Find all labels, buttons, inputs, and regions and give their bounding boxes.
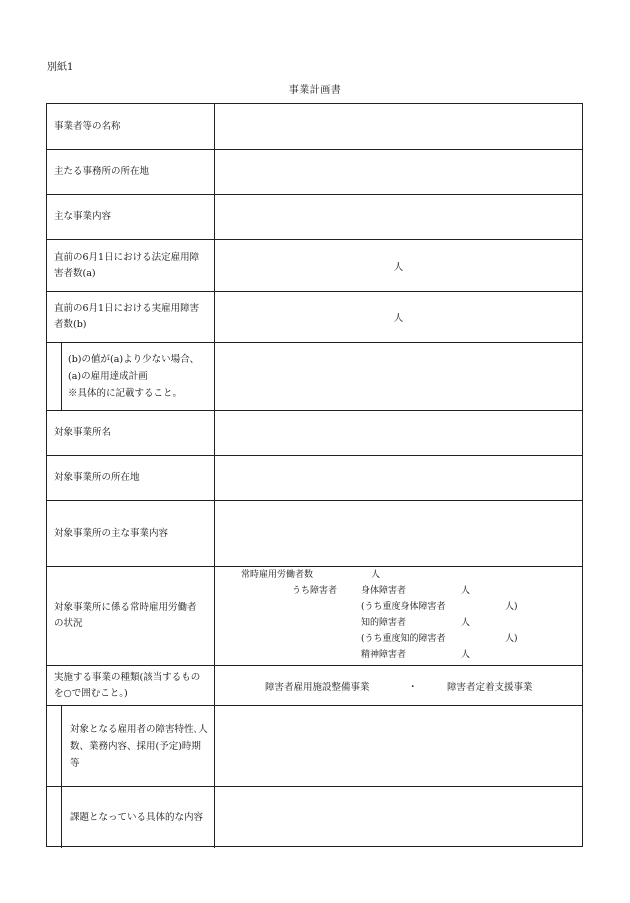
- main-business-field[interactable]: [215, 195, 582, 239]
- business-plan-form: [46, 103, 583, 847]
- row-label: 対象事業所に係る常時雇用労働者 の状況: [47, 567, 215, 665]
- disabled-of-which-label: うち障害者: [292, 586, 338, 596]
- mental-disability-label: 精神障害者: [361, 650, 407, 660]
- severe-physical-label: (うち重度身体障害者: [361, 602, 446, 612]
- project-type-field: [215, 666, 582, 705]
- row-label: 主たる事務所の所在地: [47, 150, 215, 194]
- form-row-target-office-business: [47, 500, 582, 566]
- attachment-label: 別紙1: [47, 62, 74, 73]
- target-office-name-field[interactable]: [215, 411, 582, 455]
- form-row-specific-issues: [47, 786, 582, 848]
- company-name-field[interactable]: [215, 104, 582, 149]
- specific-issues-field[interactable]: [215, 787, 582, 848]
- target-employees-field[interactable]: [215, 706, 582, 786]
- severe-intellectual-unit: 人): [505, 634, 518, 644]
- row-label: 対象事業所の所在地: [47, 456, 215, 500]
- form-row-company-name: [47, 104, 582, 149]
- row-label: 課題となっている具体的な内容: [61, 787, 215, 848]
- row-label: 対象となる雇用者の障害特性､人 数、業務内容、採用(予定)時期 等: [61, 706, 215, 786]
- form-row-employment-status: [47, 566, 582, 665]
- form-row-actual-employment: [47, 291, 582, 342]
- row-label: (b)の値が(a)より少ない場合、 (a)の雇用達成計画 ※具体的に記載すること。: [61, 343, 215, 410]
- form-row-main-business: [47, 194, 582, 239]
- project-option-separator: ・: [408, 681, 418, 693]
- form-row-legal-employment: [47, 239, 582, 291]
- physical-unit: 人: [461, 586, 471, 596]
- row-label: 対象事業所の主な事業内容: [47, 501, 215, 566]
- regular-workers-unit: 人: [371, 570, 381, 580]
- severe-intellectual-label: (うち重度知的障害者: [361, 634, 446, 644]
- physical-disability-label: 身体障害者: [361, 586, 407, 596]
- form-row-head-office: [47, 149, 582, 194]
- row-label: 主な事業内容: [47, 195, 215, 239]
- form-row-target-office-name: [47, 410, 582, 455]
- project-option-facility[interactable]: 障害者雇用施設整備事業: [265, 681, 370, 693]
- form-row-target-office-address: [47, 455, 582, 500]
- row-label: 直前の6月1日における実雇用障害 者数(b): [47, 292, 215, 342]
- form-row-target-employees: [47, 705, 582, 786]
- mental-unit: 人: [461, 650, 471, 660]
- form-row-achievement-plan: [47, 342, 582, 410]
- intellectual-unit: 人: [461, 618, 471, 628]
- employment-status-field[interactable]: [215, 567, 582, 665]
- legal-employment-field[interactable]: 人: [393, 261, 404, 273]
- document-title: 事業計画書: [288, 85, 342, 96]
- target-office-business-field[interactable]: [215, 501, 582, 566]
- head-office-field[interactable]: [215, 150, 582, 194]
- project-option-retention[interactable]: 障害者定着支援事業: [447, 681, 533, 693]
- actual-employment-field[interactable]: 人: [393, 313, 404, 324]
- row-label: 対象事業所名: [47, 411, 215, 455]
- achievement-plan-field[interactable]: [215, 343, 582, 410]
- regular-workers-label: 常時雇用労働者数: [241, 570, 314, 580]
- intellectual-disability-label: 知的障害者: [361, 618, 407, 628]
- severe-physical-unit: 人): [505, 602, 518, 612]
- row-label: 直前の6月1日における法定雇用障 害者数(a): [47, 240, 215, 291]
- row-label: 実施する事業の種類(該当するもの を○で囲むこと。): [47, 666, 215, 705]
- form-row-project-type: [47, 665, 582, 705]
- row-label: 事業者等の名称: [47, 104, 215, 149]
- target-office-address-field[interactable]: [215, 456, 582, 500]
